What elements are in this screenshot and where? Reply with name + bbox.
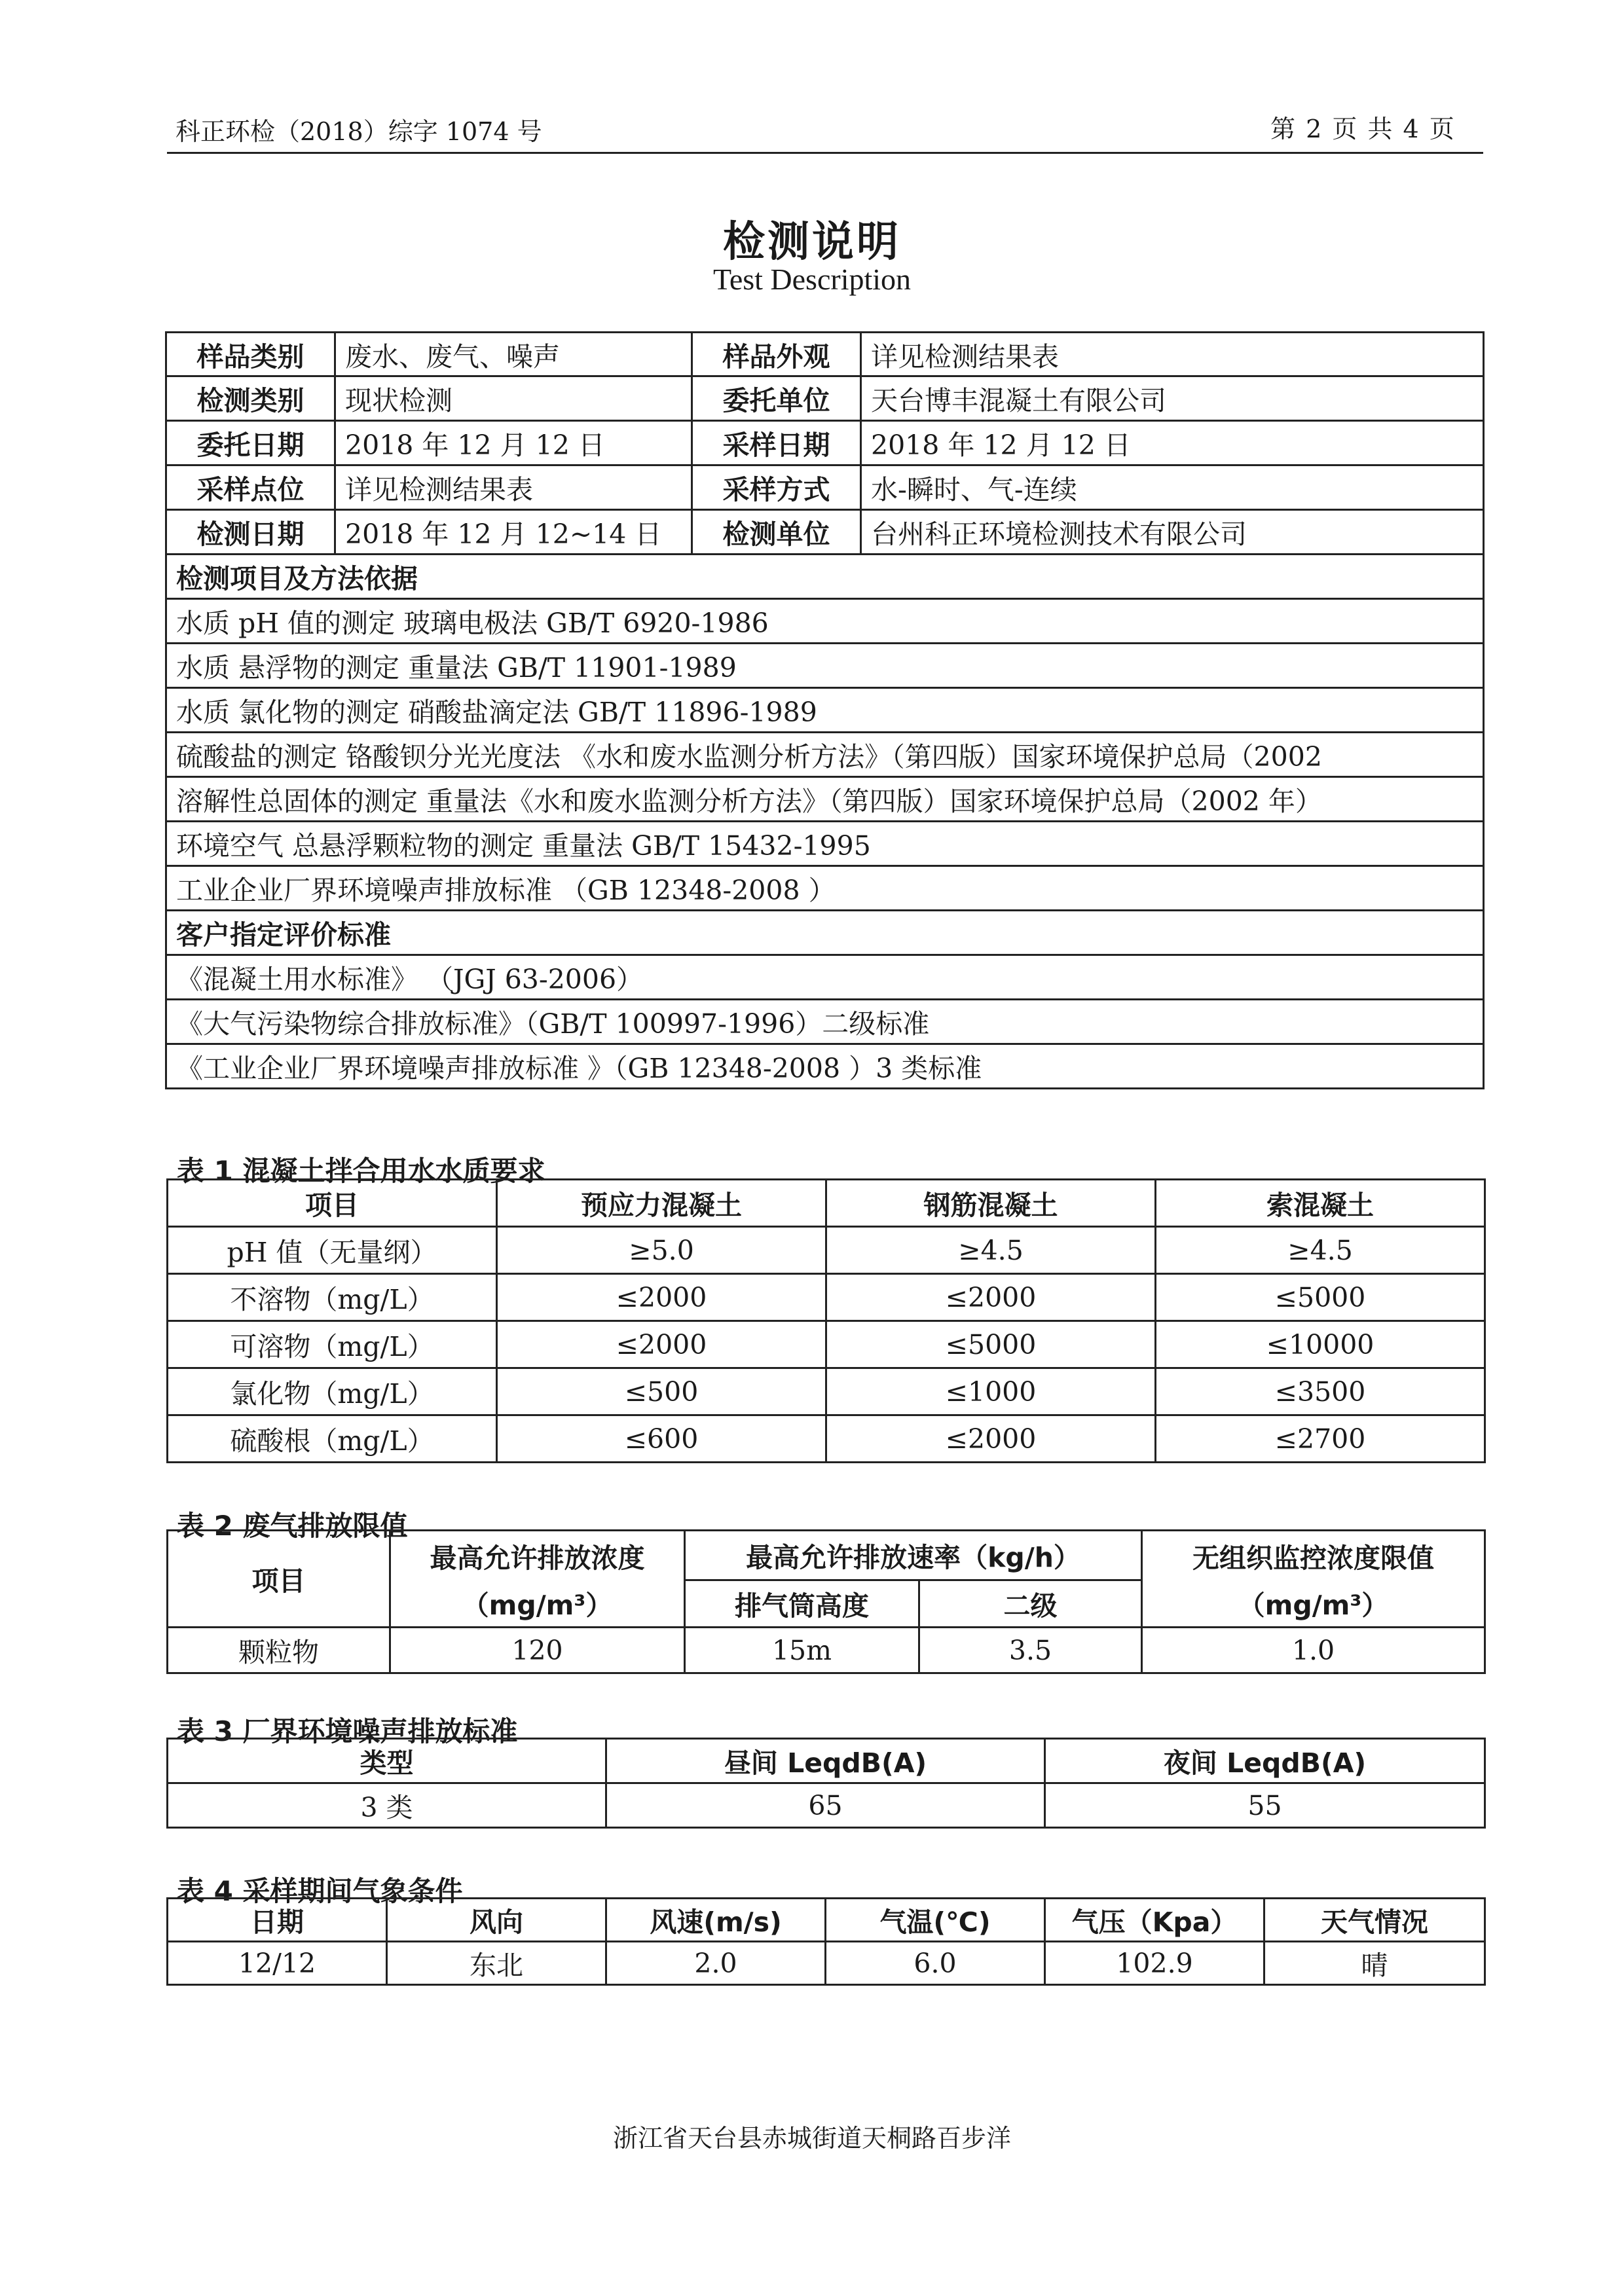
table4-header: 日期 — [168, 1899, 387, 1942]
table2-header-height: 排气筒高度 — [685, 1580, 919, 1628]
table4-cell: 晴 — [1264, 1942, 1485, 1985]
method-item: 硫酸盐的测定 铬酸钡分光光度法 《水和废水监测分析方法》（第四版）国家环境保护总局（2002 — [166, 733, 1484, 777]
table1-cell: ≤10000 — [1156, 1321, 1485, 1368]
info-label: 检测日期 — [166, 510, 335, 555]
table1-cell: ≤2000 — [826, 1415, 1156, 1463]
standard-item: 《大气污染物综合排放标准》（GB/T 100997-1996）二级标准 — [166, 1000, 1484, 1044]
report-number: 科正环检（2018）综字 1074 号 — [175, 117, 542, 146]
table1-caption: 表 1 混凝土拌合用水水质要求 — [177, 1155, 545, 1187]
table2-header-unorganized: 无组织监控浓度限值 — [1142, 1531, 1485, 1580]
info-row — [166, 376, 1484, 421]
info-value: 废水、废气、噪声 — [335, 333, 692, 376]
table1-cell: pH 值（无量纲） — [168, 1227, 497, 1274]
page-subtitle: Test Description — [712, 263, 912, 296]
info-label: 采样日期 — [692, 421, 861, 465]
info-row — [166, 333, 1484, 376]
table-row — [168, 1415, 1485, 1463]
info-label: 采样点位 — [166, 465, 335, 510]
table1-cell: ≤2000 — [497, 1321, 826, 1368]
standards-title: 客户指定评价标准 — [166, 911, 1484, 955]
table3-cell: 3 类 — [168, 1783, 606, 1828]
table-row — [168, 1783, 1485, 1828]
table3-header: 类型 — [168, 1739, 606, 1783]
page-title: 检测说明 — [723, 218, 901, 266]
table1-cell: ≥5.0 — [497, 1227, 826, 1274]
table4-cell: 东北 — [387, 1942, 606, 1985]
table1 — [166, 1178, 1486, 1463]
table-row — [168, 1628, 1485, 1673]
table3-cell: 55 — [1045, 1783, 1485, 1828]
table1-cell: ≤3500 — [1156, 1368, 1485, 1415]
table-row — [168, 1942, 1485, 1985]
table2-cell: 1.0 — [1142, 1628, 1485, 1673]
info-label: 委托日期 — [166, 421, 335, 465]
table1-cell: ≤2700 — [1156, 1415, 1485, 1463]
table3-caption: 表 3 厂界环境噪声排放标准 — [177, 1715, 518, 1747]
method-item: 工业企业厂界环境噪声排放标准 （GB 12348-2008 ） — [166, 866, 1484, 911]
table3-header: 夜间 LeqdB(A) — [1045, 1739, 1485, 1783]
table1-cell: ≥4.5 — [826, 1227, 1156, 1274]
method-item: 环境空气 总悬浮颗粒物的测定 重量法 GB/T 15432-1995 — [166, 822, 1484, 866]
info-value: 2018 年 12 月 12 日 — [861, 421, 1484, 465]
footer-address: 浙江省天台县赤城街道天桐路百步洋 — [612, 2124, 1011, 2153]
table2-cell: 15m — [685, 1628, 919, 1673]
table1-cell: ≤600 — [497, 1415, 826, 1463]
info-row — [166, 465, 1484, 510]
table4-cell: 2.0 — [606, 1942, 826, 1985]
method-item: 水质 pH 值的测定 玻璃电极法 GB/T 6920-1986 — [166, 599, 1484, 644]
table1-cell: ≤5000 — [826, 1321, 1156, 1368]
table2-header-rate: 最高允许排放速率（kg/h） — [685, 1531, 1142, 1580]
table1-cell: ≤5000 — [1156, 1274, 1485, 1321]
info-label: 样品类别 — [166, 333, 335, 376]
info-value: 详见检测结果表 — [335, 465, 692, 510]
method-item: 水质 悬浮物的测定 重量法 GB/T 11901-1989 — [166, 644, 1484, 688]
table1-cell: ≤2000 — [826, 1274, 1156, 1321]
table1-cell: ≤1000 — [826, 1368, 1156, 1415]
info-label: 检测类别 — [166, 376, 335, 421]
table4-header: 风向 — [387, 1899, 606, 1942]
table1-header: 预应力混凝土 — [497, 1180, 826, 1227]
table4-cell: 12/12 — [168, 1942, 387, 1985]
table-row — [168, 1274, 1485, 1321]
table-row — [168, 1321, 1485, 1368]
table4-cell: 102.9 — [1045, 1942, 1264, 1985]
table1-cell: ≤500 — [497, 1368, 826, 1415]
table4-header: 气温(℃) — [826, 1899, 1045, 1942]
info-row — [166, 421, 1484, 465]
table2-caption: 表 2 废气排放限值 — [177, 1510, 408, 1542]
info-label: 委托单位 — [692, 376, 861, 421]
table2 — [166, 1529, 1486, 1674]
method-item: 溶解性总固体的测定 重量法《水和废水监测分析方法》（第四版）国家环境保护总局（2002 年） — [166, 777, 1484, 822]
table2-cell: 3.5 — [919, 1628, 1142, 1673]
table3-header: 昼间 LeqdB(A) — [606, 1739, 1045, 1783]
info-label: 样品外观 — [692, 333, 861, 376]
table3-cell: 65 — [606, 1783, 1045, 1828]
table2-header-conc: 最高允许排放浓度 — [390, 1531, 685, 1580]
method-item: 水质 氯化物的测定 硝酸盐滴定法 GB/T 11896-1989 — [166, 688, 1484, 733]
table1-header: 钢筋混凝土 — [826, 1180, 1156, 1227]
table4-cell: 6.0 — [826, 1942, 1045, 1985]
table1-cell: 氯化物（mg/L） — [168, 1368, 497, 1415]
table4-header: 天气情况 — [1264, 1899, 1485, 1942]
table2-cell: 120 — [390, 1628, 685, 1673]
table-row — [168, 1227, 1485, 1274]
table4-header: 气压（Kpa） — [1045, 1899, 1264, 1942]
standard-item: 《混凝土用水标准》 （JGJ 63-2006） — [166, 955, 1484, 1000]
table1-cell: 不溶物（mg/L） — [168, 1274, 497, 1321]
page-info: 第 2 页 共 4 页 — [1270, 115, 1456, 143]
info-value: 现状检测 — [335, 376, 692, 421]
info-value: 天台博丰混凝土有限公司 — [861, 376, 1484, 421]
info-value: 2018 年 12 月 12~14 日 — [335, 510, 692, 555]
table1-cell: 硫酸根（mg/L） — [168, 1415, 497, 1463]
table4-header: 风速(m/s) — [606, 1899, 826, 1942]
standard-item: 《工业企业厂界环境噪声排放标准 》（GB 12348-2008 ）3 类标准 — [166, 1044, 1484, 1089]
table2-header-conc-unit: （mg/m³） — [390, 1580, 685, 1628]
table1-header: 索混凝土 — [1156, 1180, 1485, 1227]
info-value: 2018 年 12 月 12 日 — [335, 421, 692, 465]
info-value: 台州科正环境检测技术有限公司 — [861, 510, 1484, 555]
info-value: 水-瞬时、气-连续 — [861, 465, 1484, 510]
table4-caption: 表 4 采样期间气象条件 — [177, 1875, 463, 1907]
table2-cell: 颗粒物 — [168, 1628, 390, 1673]
info-value: 详见检测结果表 — [861, 333, 1484, 376]
info-label: 检测单位 — [692, 510, 861, 555]
info-row — [166, 510, 1484, 555]
table1-header: 项目 — [168, 1180, 497, 1227]
table3 — [166, 1738, 1486, 1829]
table1-cell: ≤2000 — [497, 1274, 826, 1321]
methods-title: 检测项目及方法依据 — [166, 555, 1484, 599]
header-rule — [167, 152, 1483, 154]
table1-cell: ≥4.5 — [1156, 1227, 1485, 1274]
table1-cell: 可溶物（mg/L） — [168, 1321, 497, 1368]
table2-header-unorganized-unit: （mg/m³） — [1142, 1580, 1485, 1628]
table2-header-item: 项目 — [168, 1531, 390, 1628]
table-row — [168, 1368, 1485, 1415]
table2-header-grade: 二级 — [919, 1580, 1142, 1628]
info-table — [165, 331, 1485, 1089]
table4 — [166, 1897, 1486, 1986]
info-label: 采样方式 — [692, 465, 861, 510]
